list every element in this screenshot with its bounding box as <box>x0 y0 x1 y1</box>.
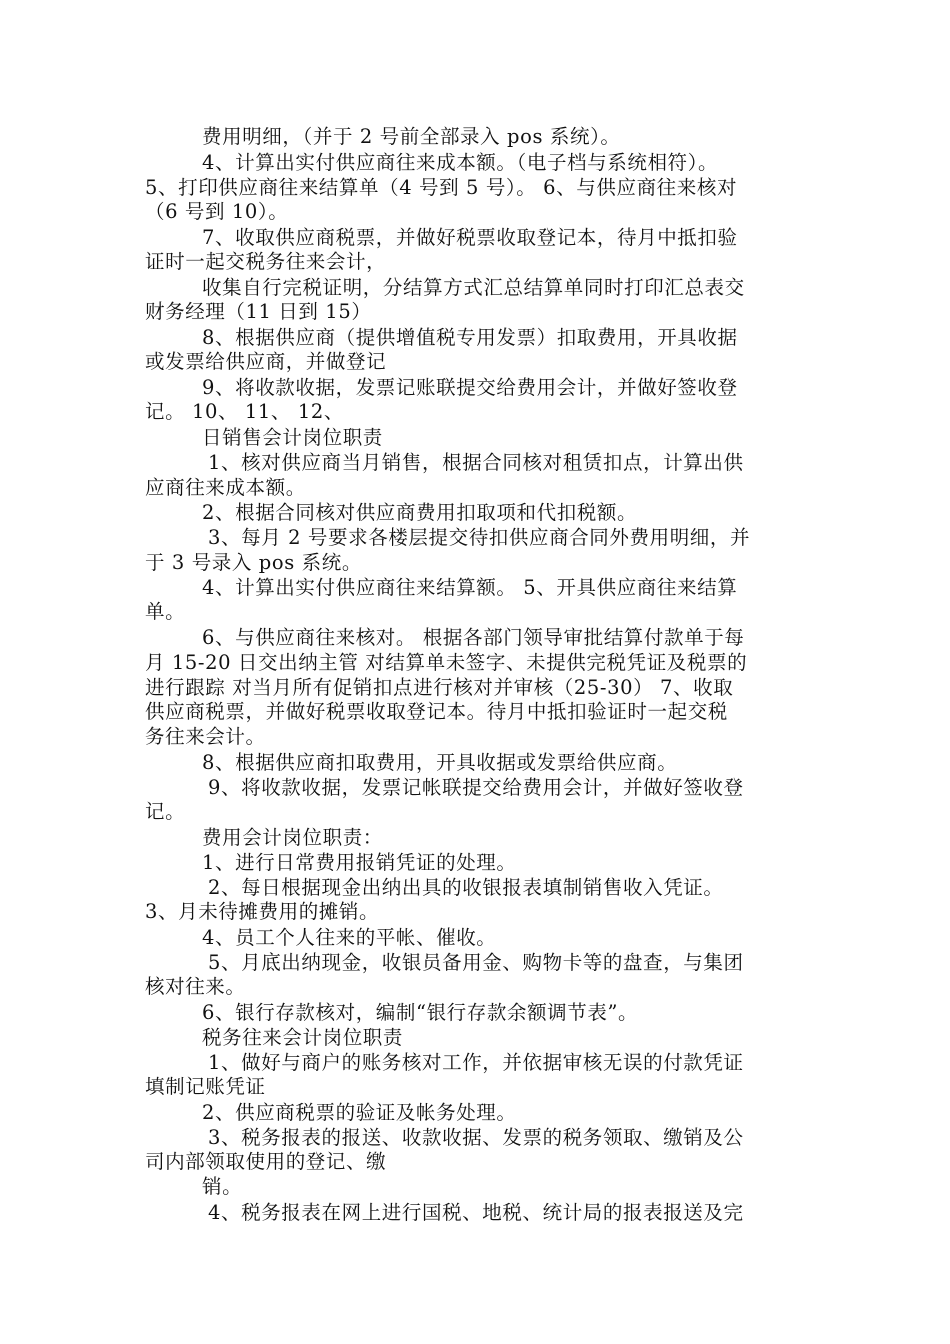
text-line: 单。 <box>145 600 186 623</box>
text-line: 2、根据合同核对供应商费用扣取项和代扣税额。 <box>202 501 638 524</box>
text-line: 2、每日根据现金出纳出具的收银报表填制销售收入凭证。 <box>208 876 724 899</box>
text-line: 6、与供应商往来核对。 根据各部门领导审批结算付款单于每 <box>202 626 745 649</box>
text-line: 1、核对供应商当月销售，根据合同核对租赁扣点，计算出供 <box>208 451 744 474</box>
text-line: 证时一起交税务往来会计， <box>145 250 387 273</box>
text-line: （6 号到 10）。 <box>145 200 289 223</box>
text-line: 1、做好与商户的账务核对工作，并依据审核无误的付款凭证 <box>208 1051 744 1074</box>
text-line: 填制记账凭证 <box>145 1075 266 1098</box>
text-line: 司内部领取使用的登记、缴 <box>145 1150 387 1173</box>
text-line: 记。 10、 11、 12、 <box>145 400 344 423</box>
section-heading: 税务往来会计岗位职责 <box>202 1026 404 1049</box>
text-line: 5、打印供应商往来结算单（4 号到 5 号）。 6、与供应商往来核对 <box>145 176 738 199</box>
text-line: 4、税务报表在网上进行国税、地税、统计局的报表报送及完 <box>208 1201 744 1224</box>
text-line: 9、将收款收据，发票记帐联提交给费用会计，并做好签收登 <box>208 776 744 799</box>
text-line: 费用明细，（并于 2 号前全部录入 pos 系统）。 <box>202 125 621 148</box>
text-line: 3、税务报表的报送、收款收据、发票的税务领取、缴销及公 <box>208 1126 744 1149</box>
text-line: 月 15-20 日交出纳主管 对结算单未签字、未提供完税凭证及税票的 <box>145 651 748 674</box>
text-line: 记。 <box>145 800 186 823</box>
text-line: 2、供应商税票的验证及帐务处理。 <box>202 1101 517 1124</box>
text-line: 应商往来成本额。 <box>145 476 306 499</box>
text-line: 8、根据供应商（提供增值税专用发票）扣取费用，开具收据 <box>202 326 738 349</box>
text-line: 5、月底出纳现金，收银员备用金、购物卡等的盘查，与集团 <box>208 951 744 974</box>
text-line: 4、计算出实付供应商往来结算额。 5、开具供应商往来结算 <box>202 576 738 599</box>
text-line: 4、计算出实付供应商往来成本额。（电子档与系统相符）。 <box>202 151 719 174</box>
text-line: 或发票给供应商，并做登记 <box>145 350 387 373</box>
section-heading: 费用会计岗位职责： <box>202 826 383 849</box>
text-line: 供应商税票，并做好税票收取登记本。待月中抵扣验证时一起交税 <box>145 700 728 723</box>
text-line: 8、根据供应商扣取费用，开具收据或发票给供应商。 <box>202 751 678 774</box>
text-line: 销。 <box>202 1175 243 1198</box>
section-heading: 日销售会计岗位职责 <box>202 426 383 449</box>
text-line: 3、每月 2 号要求各楼层提交待扣供应商合同外费用明细，并 <box>208 526 751 549</box>
text-line: 于 3 号录入 pos 系统。 <box>145 551 362 574</box>
text-line: 9、将收款收据，发票记账联提交给费用会计，并做好签收登 <box>202 376 738 399</box>
text-line: 财务经理（11 日到 15） <box>145 300 372 323</box>
text-line: 7、收取供应商税票，并做好税票收取登记本，待月中抵扣验 <box>202 226 738 249</box>
text-line: 收集自行完税证明，分结算方式汇总结算单同时打印汇总表交 <box>202 276 745 299</box>
text-line: 1、进行日常费用报销凭证的处理。 <box>202 851 517 874</box>
text-line: 进行跟踪 对当月所有促销扣点进行核对并审核（25-30） 7、收取 <box>145 676 734 699</box>
text-line: 4、员工个人往来的平帐、催收。 <box>202 926 497 949</box>
text-line: 核对往来。 <box>145 975 246 998</box>
text-line: 务往来会计。 <box>145 725 266 748</box>
text-line: 6、银行存款核对，编制“银行存款余额调节表”。 <box>202 1001 639 1024</box>
text-line: 3、月未待摊费用的摊销。 <box>145 900 380 923</box>
